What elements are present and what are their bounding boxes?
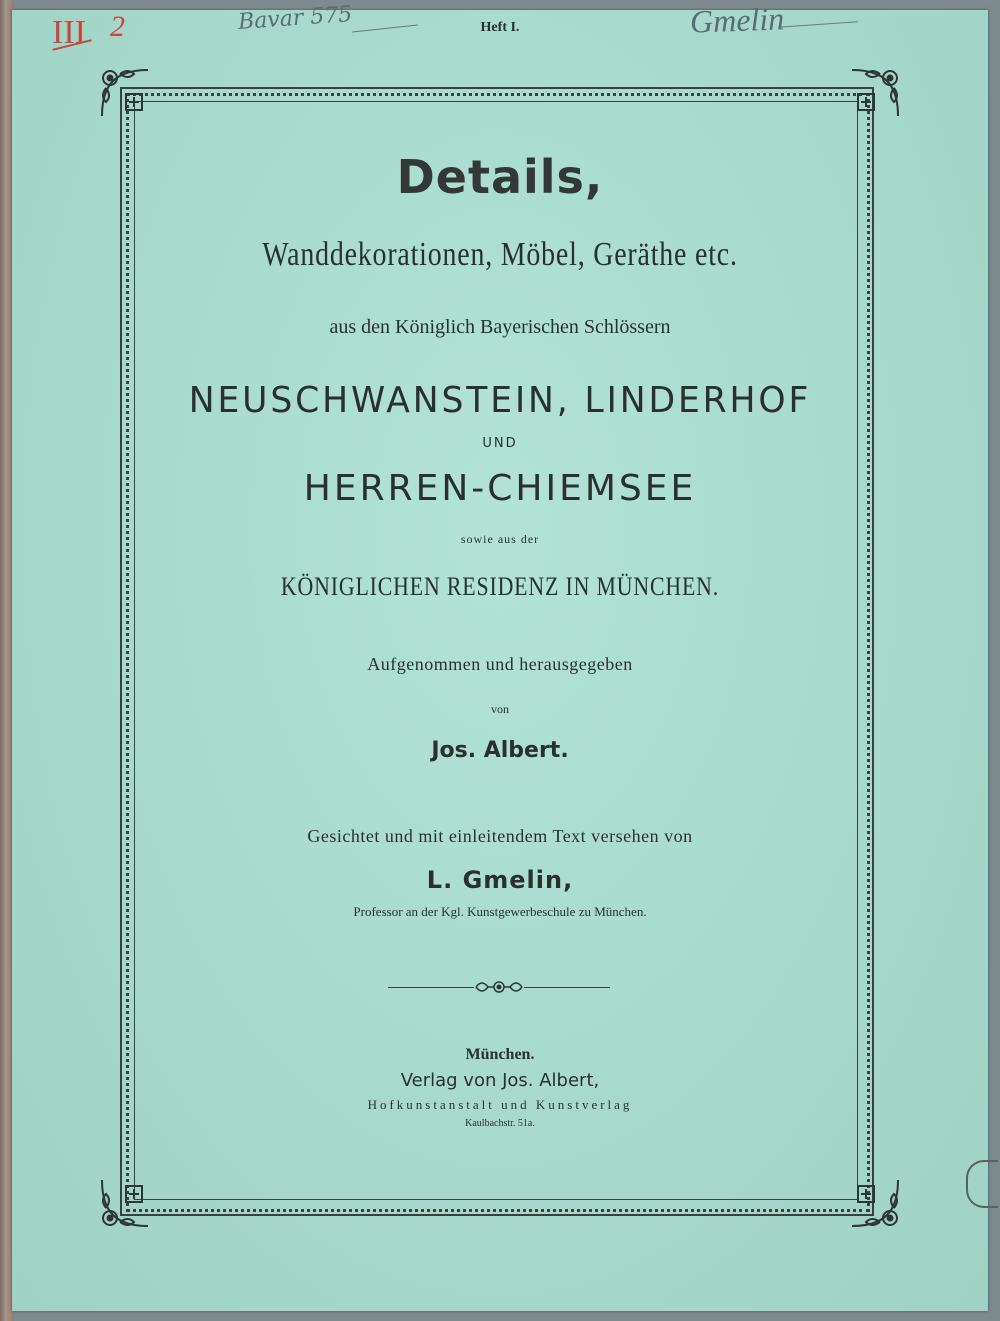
residence-line: KÖNIGLICHEN RESIDENZ IN MÜNCHEN. — [280, 572, 720, 601]
volume-mark: III — [52, 14, 86, 51]
castles-line-2: HERREN-CHIEMSEE — [303, 468, 697, 509]
corner-ornament-bottom-right — [846, 1174, 904, 1232]
corner-ornament-bottom-left — [96, 1174, 154, 1232]
imprint-publisher: Verlag von Jos. Albert, — [400, 1070, 600, 1091]
photographer-name: Jos. Albert. — [431, 738, 569, 763]
by-label: von — [491, 702, 509, 716]
shelfmark-handwritten: Bavar 575 — [237, 2, 354, 35]
editor-name: L. Gmelin, — [426, 866, 574, 894]
recorded-by-label: Aufgenommen und herausgegeben — [367, 654, 633, 674]
binding-clip — [966, 1160, 998, 1208]
editor-title: Professor an der Kgl. Kunstgewerbeschule zu München. — [353, 904, 647, 919]
from-line: aus den Königlich Bayerischen Schlössern — [329, 316, 671, 338]
edited-by-label: Gesichtet und mit einleitendem Text versehen von — [307, 826, 693, 846]
subtitle: Wanddekorationen, Möbel, Geräthe etc. — [262, 236, 738, 273]
corner-ornament-top-right — [846, 64, 904, 122]
divider-rule-right — [524, 987, 610, 988]
imprint-city: München. — [465, 1046, 535, 1063]
divider-ornament — [474, 977, 524, 997]
conjunction: UND — [482, 436, 518, 451]
main-title: Details, — [396, 150, 604, 204]
issue-number: Heft I. — [480, 20, 520, 35]
imprint-publisher-desc: Hofkunstanstalt und Kunstverlag — [367, 1097, 633, 1112]
corner-ornament-top-left — [96, 64, 154, 122]
also-from-line: sowie aus der — [460, 532, 540, 546]
volume-number: 2 — [110, 10, 125, 43]
imprint-address: Kaulbachstr. 51a. — [465, 1118, 535, 1129]
castles-line-1: NEUSCHWANSTEIN, LINDERHOF — [188, 380, 812, 421]
divider-rule-left — [388, 987, 474, 988]
author-handwritten: Gmelin — [689, 0, 785, 40]
